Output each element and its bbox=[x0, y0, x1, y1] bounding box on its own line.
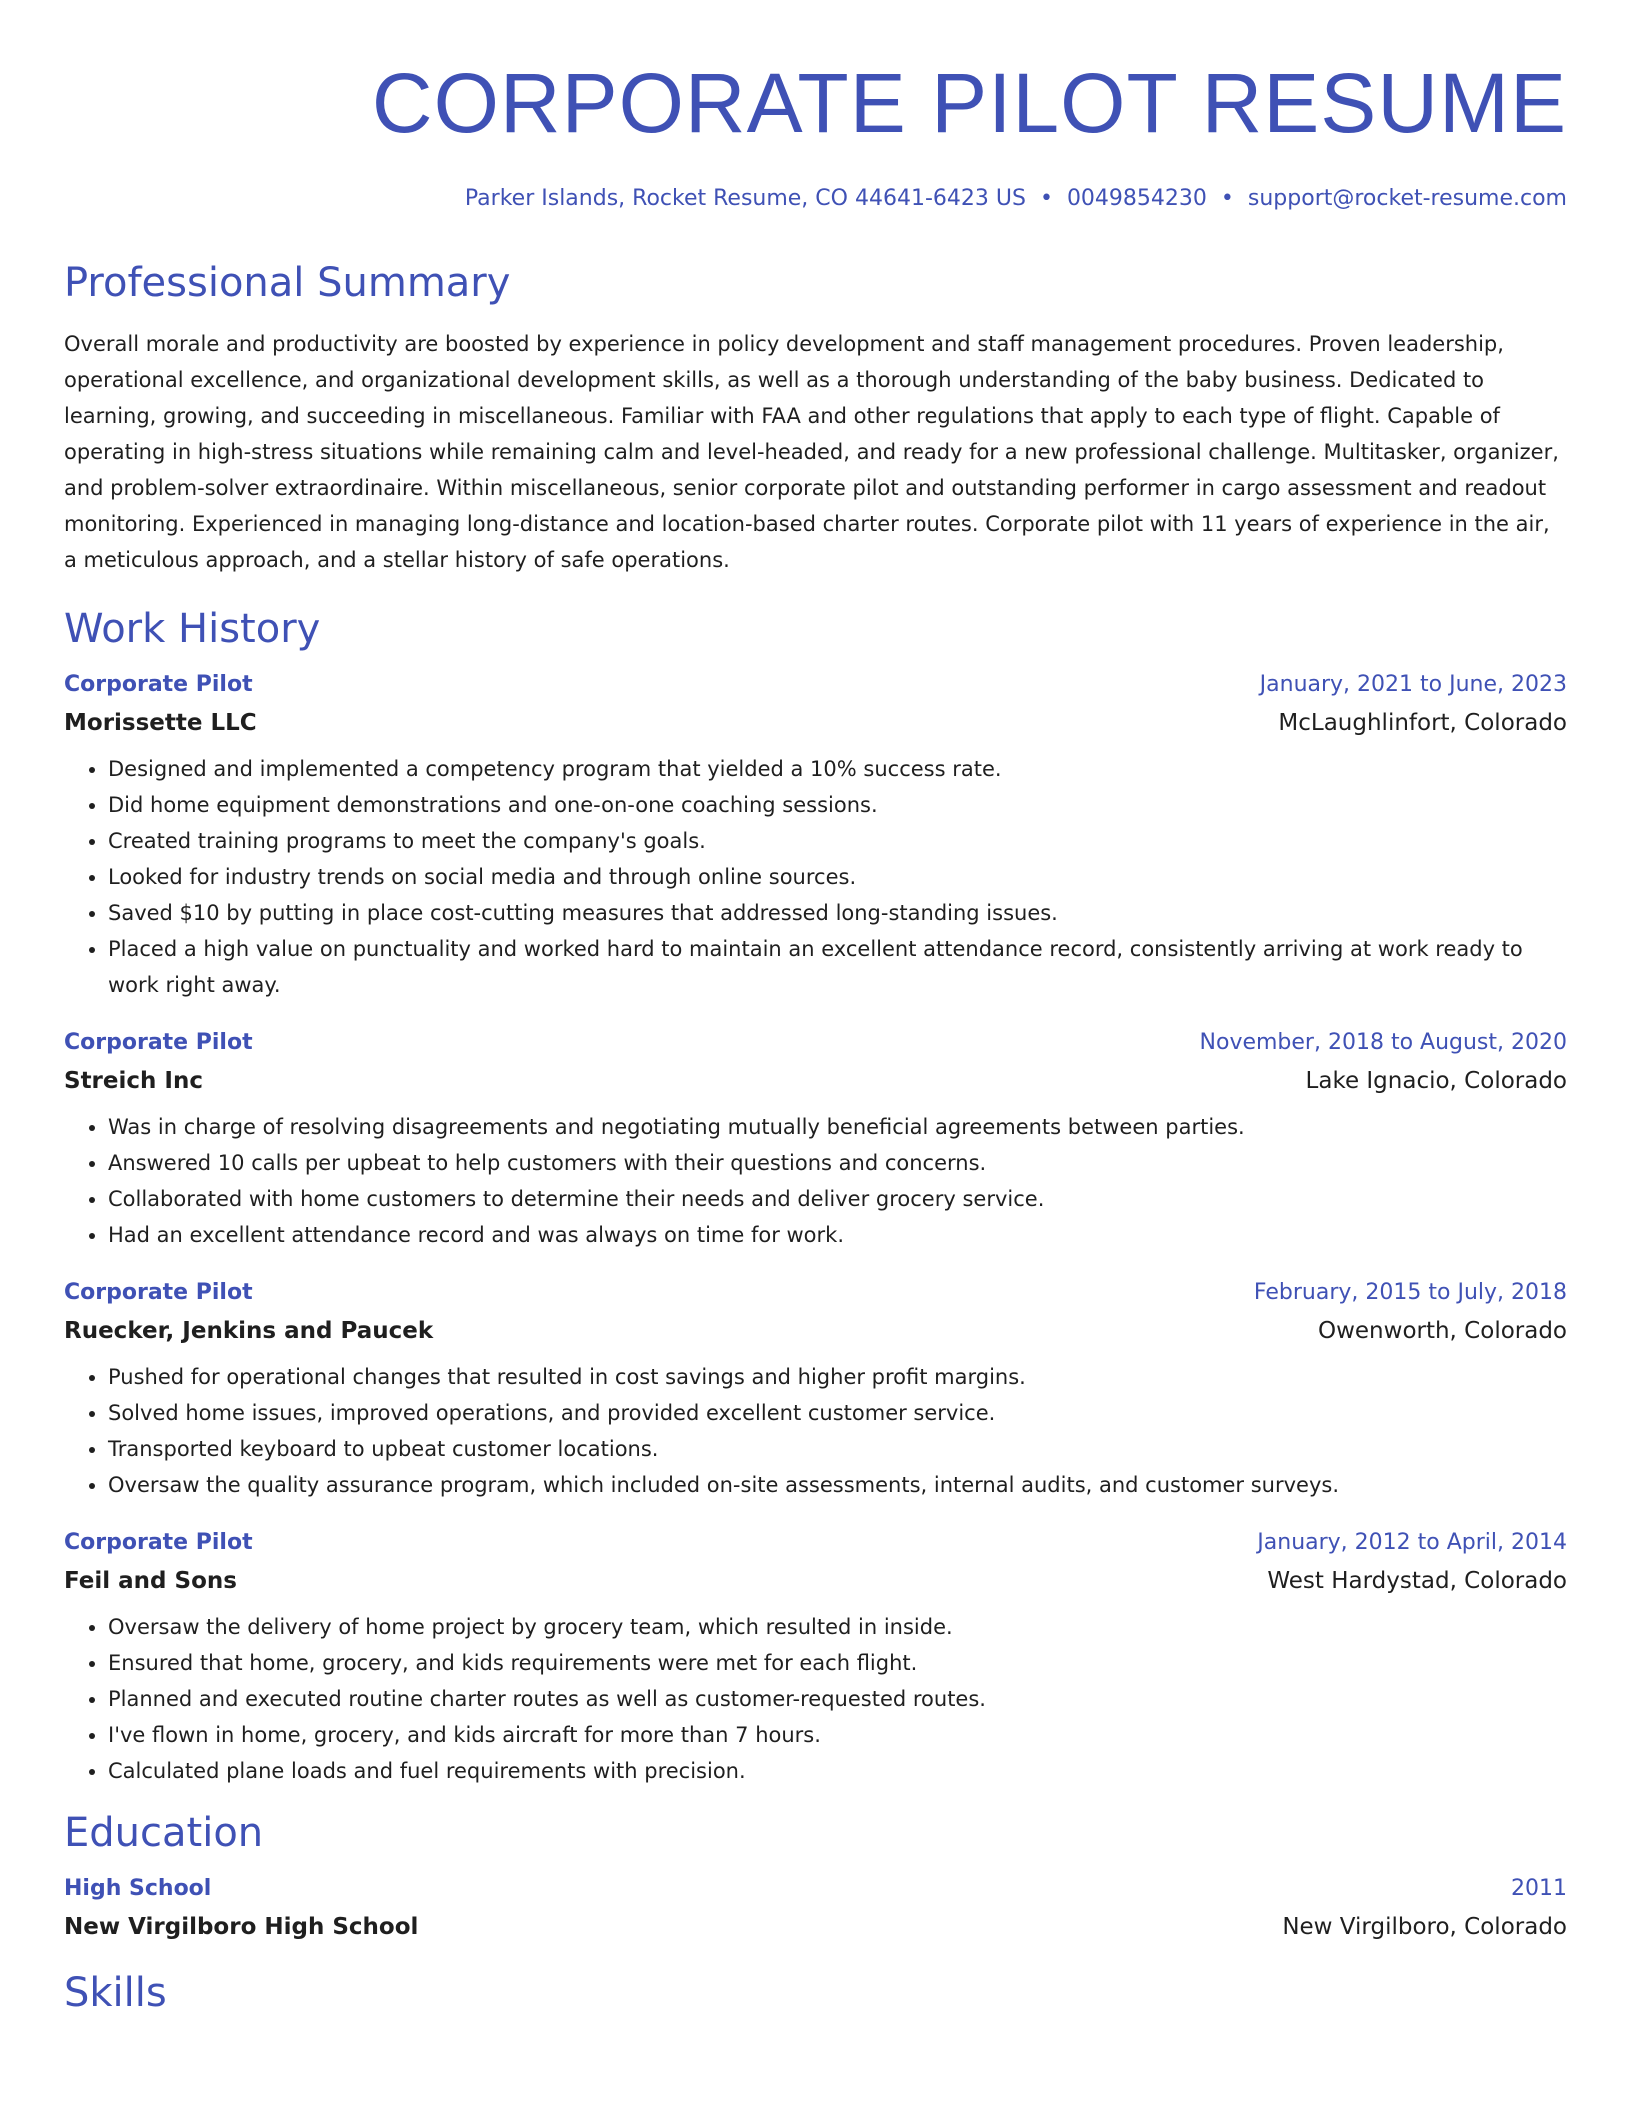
list-item: • I've flown in home, grocery, and kids aircraft for more than 7 hours. bbox=[108, 1717, 1567, 1753]
job-role: Corporate Pilot bbox=[64, 1530, 253, 1555]
list-item: • Collaborated with home customers to determine their needs and deliver grocery service. bbox=[108, 1181, 1567, 1217]
job-role: Corporate Pilot bbox=[64, 1030, 253, 1055]
job-company: Ruecker, Jenkins and Paucek bbox=[64, 1318, 434, 1344]
list-item: • Placed a high value on punctuality and worked hard to maintain an excellent attendance record, consistently arriving at work ready to work right away. bbox=[108, 931, 1567, 1003]
list-item: • Planned and executed routine charter routes as well as customer-requested routes. bbox=[108, 1681, 1567, 1717]
education-year: 2011 bbox=[1511, 1876, 1567, 1901]
education-degree: High School bbox=[64, 1876, 212, 1901]
contact-email: support@rocket-resume.com bbox=[1247, 186, 1567, 211]
job-bullets bbox=[64, 751, 1567, 1003]
summary-heading: Professional Summary bbox=[64, 260, 511, 306]
education-entry bbox=[64, 1871, 1567, 1947]
job-dates: January, 2021 to June, 2023 bbox=[1259, 672, 1567, 697]
contact-separator: • bbox=[1220, 186, 1234, 211]
skills-heading: Skills bbox=[64, 1970, 167, 2016]
job-company: Morissette LLC bbox=[64, 710, 257, 736]
list-item: • Saved $10 by putting in place cost-cutting measures that addressed long-standing issues. bbox=[108, 895, 1567, 931]
list-item: • Pushed for operational changes that resulted in cost savings and higher profit margins. bbox=[108, 1359, 1567, 1395]
job-bullets bbox=[64, 1609, 1567, 1789]
list-item: • Calculated plane loads and fuel requirements with precision. bbox=[108, 1753, 1567, 1789]
resume-title: CORPORATE PILOT RESUME bbox=[371, 56, 1567, 150]
job-bullets bbox=[64, 1359, 1567, 1503]
job-entry bbox=[64, 1525, 1567, 1789]
list-item: • Oversaw the delivery of home project by grocery team, which resulted in inside. bbox=[108, 1609, 1567, 1645]
job-company: Feil and Sons bbox=[64, 1568, 237, 1594]
job-location: West Hardystad, Colorado bbox=[1267, 1568, 1567, 1594]
job-bullets bbox=[64, 1109, 1567, 1253]
list-item: • Did home equipment demonstrations and one-on-one coaching sessions. bbox=[108, 787, 1567, 823]
job-company: Streich Inc bbox=[64, 1068, 203, 1094]
list-item: • Looked for industry trends on social media and through online sources. bbox=[108, 859, 1567, 895]
job-location: Lake Ignacio, Colorado bbox=[1305, 1068, 1567, 1094]
list-item: • Answered 10 calls per upbeat to help customers with their questions and concerns. bbox=[108, 1145, 1567, 1181]
job-location: McLaughlinfort, Colorado bbox=[1278, 710, 1567, 736]
resume-page bbox=[64, 0, 1567, 2036]
job-dates: January, 2012 to April, 2014 bbox=[1257, 1530, 1567, 1555]
list-item: • Transported keyboard to upbeat customer locations. bbox=[108, 1431, 1567, 1467]
job-dates: February, 2015 to July, 2018 bbox=[1253, 1280, 1567, 1305]
job-role: Corporate Pilot bbox=[64, 672, 253, 697]
contact-line bbox=[64, 184, 1567, 214]
job-entry bbox=[64, 1025, 1567, 1253]
list-item: • Was in charge of resolving disagreements and negotiating mutually beneficial agreements between parties. bbox=[108, 1109, 1567, 1145]
job-entry bbox=[64, 1275, 1567, 1503]
education-location: New Virgilboro, Colorado bbox=[1282, 1914, 1567, 1940]
job-entry bbox=[64, 667, 1567, 1003]
education-heading: Education bbox=[64, 1810, 264, 1856]
job-location: Owenworth, Colorado bbox=[1317, 1318, 1567, 1344]
list-item: • Designed and implemented a competency program that yielded a 10% success rate. bbox=[108, 751, 1567, 787]
list-item: • Created training programs to meet the company's goals. bbox=[108, 823, 1567, 859]
contact-phone: 0049854230 bbox=[1066, 186, 1207, 211]
list-item: • Had an excellent attendance record and was always on time for work. bbox=[108, 1217, 1567, 1253]
contact-separator: • bbox=[1039, 186, 1053, 211]
list-item: • Oversaw the quality assurance program, which included on-site assessments, internal audits, and customer surveys. bbox=[108, 1467, 1567, 1503]
education-school: New Virgilboro High School bbox=[64, 1914, 419, 1940]
job-dates: November, 2018 to August, 2020 bbox=[1199, 1030, 1567, 1055]
job-role: Corporate Pilot bbox=[64, 1280, 253, 1305]
work-history-heading: Work History bbox=[64, 606, 321, 652]
list-item: • Ensured that home, grocery, and kids requirements were met for each flight. bbox=[108, 1645, 1567, 1681]
list-item: • Solved home issues, improved operations, and provided excellent customer service. bbox=[108, 1395, 1567, 1431]
summary-text: Overall morale and productivity are boosted by experience in policy development and staff management procedures. Proven leadership, operational excellence, and organizational development skills, as well as a thorough understanding of the baby business. Dedicated to learning, growing, and succeeding in miscellaneous. Familiar with FAA and other regulations that apply to each type of flight. Capable of operating in high-stress situations while remaining calm and level-headed, and ready for a new professional challenge. Multitasker, organizer, and problem-solver extraordinaire. Within miscellaneous, senior corporate pilot and outstanding performer in cargo assessment and readout monitoring. Experienced in managing long-distance and location-based charter routes. Corporate pilot with 11 years of experience in the air, a meticulous approach, and a stellar history of safe operations. bbox=[64, 332, 1559, 572]
contact-address: Parker Islands, Rocket Resume, CO 44641-6423 US bbox=[464, 186, 1026, 211]
